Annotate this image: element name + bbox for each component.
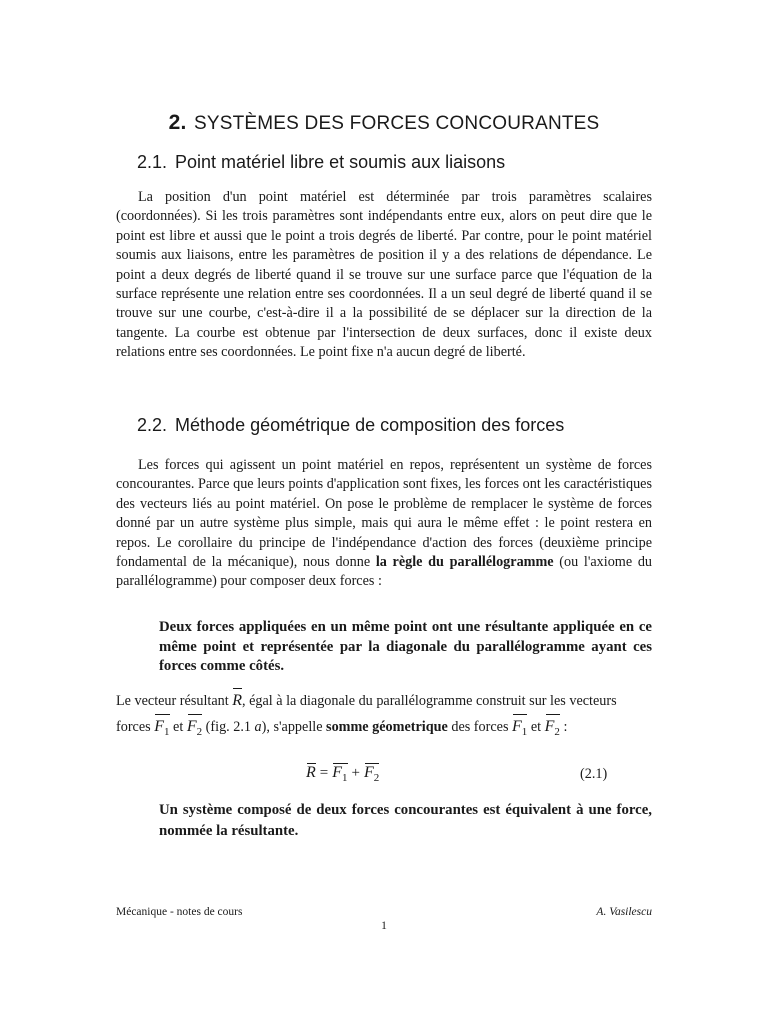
footer-author: A. Vasilescu bbox=[596, 906, 652, 918]
paragraph-resultant bbox=[116, 687, 652, 744]
page-number: 1 bbox=[381, 920, 387, 932]
paragraph-text: Le vecteur résultant bbox=[116, 693, 233, 709]
chapter-title bbox=[0, 111, 768, 135]
vector-letter: F bbox=[332, 764, 343, 781]
vector-f2 bbox=[187, 713, 202, 744]
vector-letter: F bbox=[154, 718, 164, 735]
vector-r: R bbox=[232, 687, 242, 713]
vector-subscript: 1 bbox=[342, 772, 348, 785]
vector-f2 bbox=[545, 713, 560, 744]
paragraph-text: , égal à la diagonale du parallélogramme construit sur les vecteurs forces bbox=[116, 693, 617, 735]
section-title-text: Point matériel libre et soumis aux liaisons bbox=[175, 152, 506, 172]
vector-f1 bbox=[332, 762, 347, 784]
resultant-statement: Un système composé de deux forces concourantes est équivalent à une force, nommée la résultante. bbox=[159, 802, 652, 839]
equation-2-1 bbox=[306, 762, 379, 784]
vector-letter: F bbox=[186, 718, 197, 735]
paragraph-methode bbox=[116, 456, 652, 592]
section-title-text: Méthode géométrique de composition des forces bbox=[175, 415, 565, 435]
plus-sign: + bbox=[351, 765, 360, 781]
paragraph-text: des forces bbox=[447, 719, 513, 735]
paragraph-text: ), s'appelle bbox=[261, 719, 327, 735]
vector-f1 bbox=[512, 713, 527, 744]
paragraph-text: et bbox=[527, 719, 545, 735]
vector-subscript: 1 bbox=[164, 726, 170, 739]
footer-course-title: Mécanique - notes de cours bbox=[116, 906, 243, 918]
paragraph-bold-text: somme géometrique bbox=[326, 719, 448, 735]
vector-letter: F bbox=[544, 718, 555, 735]
vector-f2 bbox=[364, 762, 379, 784]
equation-number: (2.1) bbox=[580, 766, 608, 782]
section-number: 2.1. bbox=[137, 152, 168, 172]
paragraph-text: (ou l'axiome du parallélogramme) pour composer deux forces : bbox=[116, 554, 653, 590]
paragraph-text: : bbox=[559, 719, 568, 735]
parallelogram-rule: Deux forces appliquées en un même point ont une résultante appliquée en ce même point et représentée par la diagonale du parallélogramme ayant ces forces comme côtés. bbox=[159, 619, 652, 674]
paragraph-text: (fig. 2.1 bbox=[202, 719, 255, 735]
vector-r: R bbox=[306, 764, 316, 781]
vector-subscript: 2 bbox=[554, 726, 560, 739]
vector-letter: F bbox=[512, 718, 522, 735]
equals-sign: = bbox=[319, 765, 329, 781]
section-number: 2.2. bbox=[137, 415, 168, 435]
section-title-2-2 bbox=[137, 415, 564, 436]
chapter-title-text: SYSTÈMES DES FORCES CONCOURANTES bbox=[193, 113, 600, 134]
vector-subscript: 1 bbox=[521, 726, 528, 739]
paragraph-text: Les forces qui agissent un point matériel en repos, représentent un système de forces concourantes. Parce que leurs points d'application sont fixes, les forces ont les caractéristiques des vecteurs liés au point matériel. On pose le problème de remplacer le système de forces donné par un autre système plus simple, mais qui aura le même effet : le point restera en repos. Le corollaire du principe de l'indépendance d'action des forces (deuxième principe fondamental de la mécanique), nous donne bbox=[116, 457, 652, 571]
paragraph-text: et bbox=[169, 719, 187, 735]
vector-f1 bbox=[154, 713, 169, 744]
paragraph-bold-text: la règle du parallélogramme bbox=[375, 554, 554, 571]
paragraph-point-libre: La position d'un point matériel est déterminée par trois paramètres scalaires (coordonnées). Si les trois paramètres sont indépendants entre eux, alors on peut dire que le point est libre et aussi que le point a trois degrés de liberté. Par contre, pour le point matériel soumis aux liaisons, entre les paramètres de position il y a des relations de dépendance. Le point a deux degrés de liberté quand il se trouve sur une surface parce que l'équation de la surface représente une relation entre ses coordonnées. Il a un seul degré de liberté quand il se trouve sur une courbe, c'est-à-dire il a la possibilité de se déplacer sur la direction de la tangente. La courbe est obtenue par l'intersection de deux surfaces, donc il existe deux relations entre ses coordonnées. Le point fixe n'a aucun degré de liberté. bbox=[116, 189, 652, 361]
vector-subscript: 2 bbox=[196, 726, 203, 739]
vector-letter: F bbox=[364, 764, 374, 781]
section-title-2-1 bbox=[137, 152, 505, 173]
figure-letter: a bbox=[254, 719, 262, 735]
chapter-number: 2. bbox=[168, 111, 187, 134]
vector-subscript: 2 bbox=[373, 772, 380, 785]
